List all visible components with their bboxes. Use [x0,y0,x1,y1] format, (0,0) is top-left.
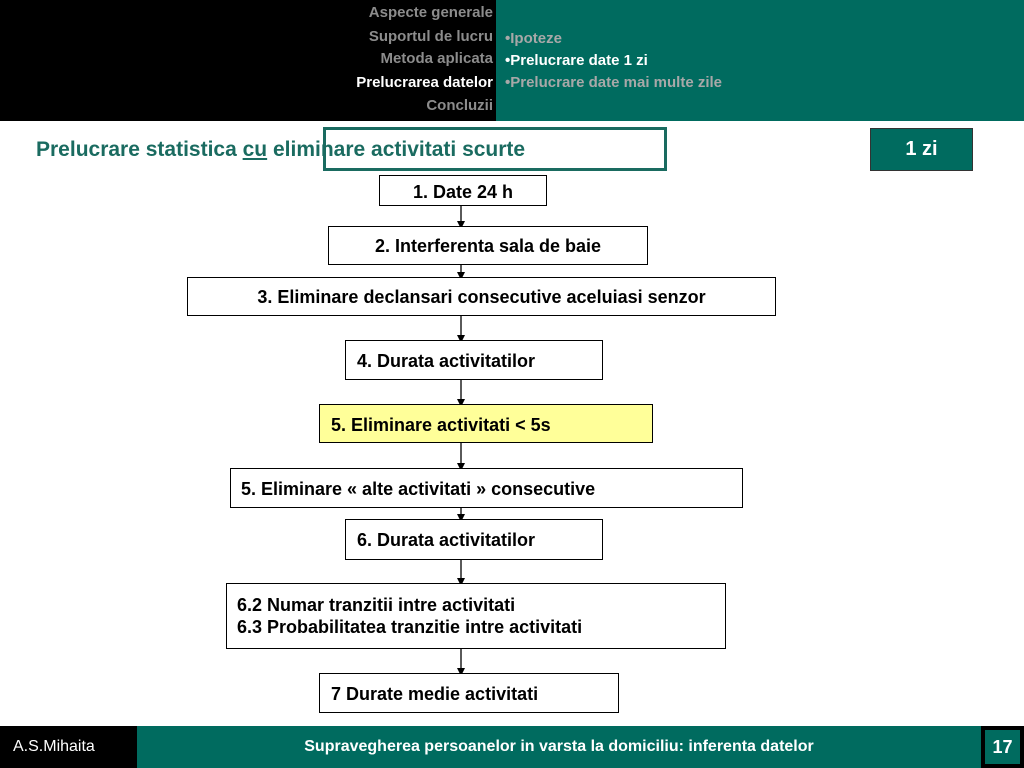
flow-step-6-text: 6. Durata activitatilor [357,530,536,550]
title-highlight-frame [323,127,667,171]
nav-item-prelucrarea-datelor[interactable]: Prelucrarea datelor [356,74,493,91]
page-number: 17 [985,730,1020,764]
flow-step-6 [345,519,603,560]
flow-step-5b [230,468,743,508]
nav-item-metoda-aplicata[interactable]: Metoda aplicata [380,50,493,67]
flow-step-3 [187,277,776,316]
footer-author: A.S.Mihaita [0,726,137,768]
subnav-item-prelucrare-mai-multe-zile[interactable]: •Prelucrare date mai multe zile [505,74,723,91]
flow-step-4 [345,340,603,380]
nav-item-suportul-de-lucru[interactable]: Suportul de lucru [368,28,493,45]
nav-item-concluzii[interactable]: Concluzii [426,97,493,114]
nav-item-aspecte-generale[interactable]: Aspecte generale [368,4,493,21]
footer-page-frame [981,726,1024,768]
flow-step-6b-line-2: 6.3 Probabilitatea tranzitie intre activitati [237,617,583,637]
header-subnav-panel [496,0,1024,121]
flow-step-7 [319,673,619,713]
flow-step-1-text: 1. Date 24 h [412,182,514,202]
flow-step-5-text: 5. Eliminare activitati < 5s [331,415,551,435]
flow-step-7-text: 7 Durate medie activitati [331,684,539,704]
footer-title: Supravegherea persoanelor in varsta la domiciliu: inferenta datelor [137,726,981,768]
subnav-item-prelucrare-1-zi[interactable]: •Prelucrare date 1 zi [505,52,648,69]
flow-step-5-highlighted [319,404,653,443]
flow-step-6b-line-1: 6.2 Numar tranzitii intre activitati [237,595,516,615]
title-prefix: Prelucrare statistica [36,138,243,161]
subnav-item-ipoteze[interactable]: •Ipoteze [505,30,562,47]
flow-step-1 [379,175,547,206]
header-nav-panel [0,0,496,121]
flow-step-2-text: 2. Interferenta sala de baie [374,236,602,256]
flow-step-6b [226,583,726,649]
day-badge: 1 zi [870,128,973,171]
title-boxed-text: eliminare activitati scurte [272,138,526,161]
flow-step-3-text: 3. Eliminare declansari consecutive aceluiasi senzor [257,287,706,307]
title-underlined-word: cu [242,138,268,161]
flow-step-5b-text: 5. Eliminare « alte activitati » consecutive [241,479,596,499]
flow-step-2 [328,226,648,265]
flow-step-4-text: 4. Durata activitatilor [357,351,536,371]
